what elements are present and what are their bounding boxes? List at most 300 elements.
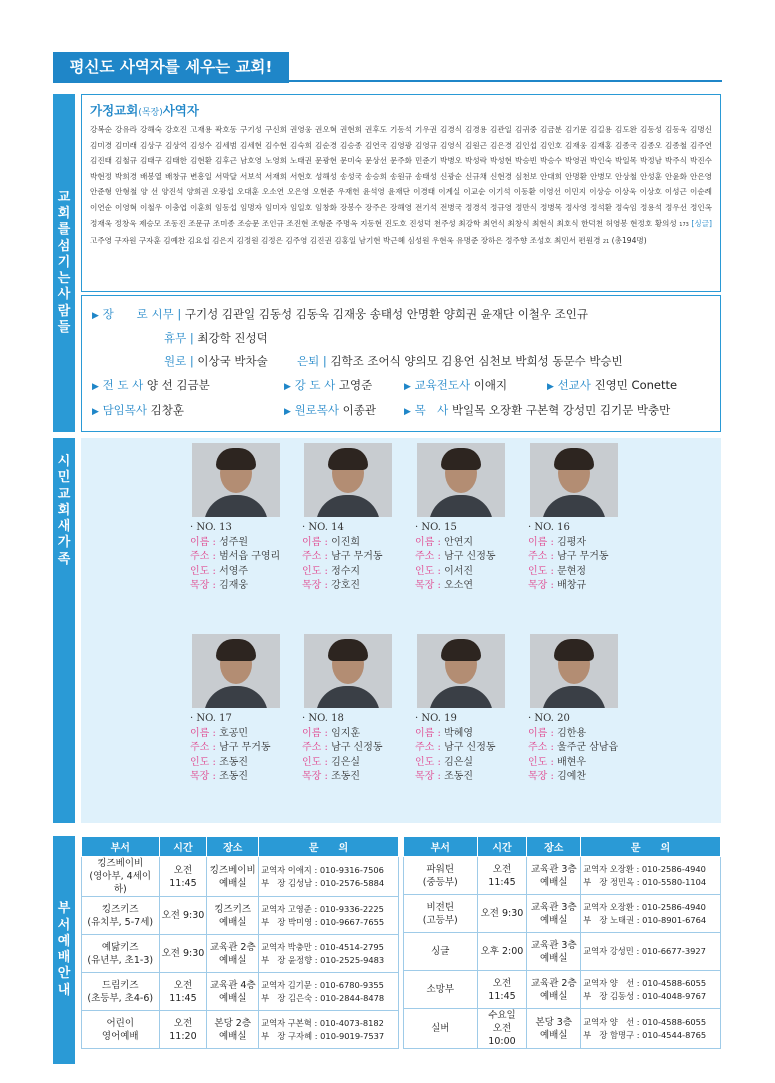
table-row bbox=[82, 857, 399, 897]
member-guide: 조동진 bbox=[219, 756, 249, 768]
place-cell bbox=[207, 935, 259, 973]
member-name: 임지훈 bbox=[331, 727, 361, 739]
elders-active-names: 구기성 김관일 김동성 김동욱 김재웅 송태성 안명환 양희권 윤재단 이철우 조인규 bbox=[184, 307, 589, 321]
place-cell-line: 예배실 bbox=[218, 916, 247, 928]
guide-key: 인도 : bbox=[190, 565, 216, 577]
place-cell-line: 교육관 2층 bbox=[530, 977, 577, 989]
place-cell-line: 예배실 bbox=[218, 992, 247, 1004]
member-guide: 문현정 bbox=[557, 565, 587, 577]
place-cell-line: 예배실 bbox=[539, 1029, 568, 1041]
time-cell-line: 오전 11:45 bbox=[169, 864, 197, 889]
place-cell bbox=[527, 971, 581, 1009]
member-address: 남구 무거동 bbox=[331, 551, 383, 563]
elders-active-row: ▶ 장 로 시무 | 구기성 김관일 김동성 김동욱 김재웅 송태성 안명환 양희권 윤재단 이철우 조인규 bbox=[92, 307, 589, 321]
member-name-row bbox=[528, 536, 638, 551]
member-info bbox=[190, 712, 300, 785]
elders-retired-label: 은퇴 | bbox=[297, 354, 327, 368]
leader-key: 목장 : bbox=[415, 771, 441, 783]
elders-label: 장 로 bbox=[102, 307, 148, 321]
contact-cell bbox=[581, 1009, 721, 1049]
member-leader-row bbox=[302, 770, 412, 785]
servants-title-sub: (목장) bbox=[138, 108, 163, 118]
department-cell-line: 비전틴 bbox=[426, 901, 455, 913]
member-guide: 이서진 bbox=[444, 565, 474, 577]
contact-cell bbox=[581, 971, 721, 1009]
place-cell-line: 교육관 4층 bbox=[209, 979, 256, 991]
pastors-row: ▶ 목 사 박일목 오장환 구본혁 강성민 김기문 박충만 bbox=[404, 403, 671, 417]
leader-key: 목장 : bbox=[190, 771, 216, 783]
contact-line: 부 장 정민옥 : 010-5580-1104 bbox=[583, 876, 707, 887]
time-cell bbox=[477, 857, 527, 895]
missionary-names: 진영민 Conette bbox=[594, 378, 678, 392]
time-cell-line: 오전 10:00 bbox=[488, 1023, 516, 1047]
member-name-row bbox=[528, 727, 638, 742]
department-cell-line: (영아부, 4세이하) bbox=[89, 871, 152, 895]
place-cell-line: 예배실 bbox=[218, 1030, 247, 1042]
section-tab-new-family bbox=[53, 438, 75, 823]
place-cell-line: 예배실 bbox=[218, 954, 247, 966]
department-cell bbox=[404, 857, 478, 895]
member-leader-row bbox=[190, 579, 300, 594]
contact-line: 부 장 박미영 : 010-9667-7655 bbox=[261, 916, 385, 927]
member-leader: 조동진 bbox=[444, 771, 474, 783]
tab-character: 서 bbox=[57, 917, 71, 933]
servant-total: (총194명) bbox=[611, 236, 647, 246]
elders-active-label: 시무 | bbox=[151, 307, 182, 321]
member-guide: 서영주 bbox=[219, 565, 249, 577]
department-cell-line: (초등부, 초4-6) bbox=[87, 992, 154, 1004]
department-cell bbox=[404, 971, 478, 1009]
tab-character: 내 bbox=[57, 982, 71, 998]
column-header: 문 의 bbox=[259, 837, 399, 857]
single-label: [싱글] bbox=[691, 218, 713, 228]
evangelist-row: ▶ 전 도 사 양 선 김금분 bbox=[92, 378, 210, 392]
house-church-servants-box bbox=[81, 94, 721, 292]
member-address-row bbox=[302, 741, 412, 756]
new-family-card bbox=[190, 634, 300, 785]
member-address-row bbox=[190, 550, 300, 565]
table-row bbox=[404, 1009, 721, 1049]
member-leader: 김예찬 bbox=[557, 771, 587, 783]
department-cell bbox=[82, 857, 160, 897]
member-leader: 조동진 bbox=[219, 771, 249, 783]
place-cell-line: 예배실 bbox=[539, 990, 568, 1002]
servants-title bbox=[90, 101, 712, 119]
tab-character: 는 bbox=[57, 271, 71, 287]
name-key: 이름 : bbox=[415, 536, 441, 548]
new-family-card bbox=[302, 634, 412, 785]
member-address-row bbox=[415, 741, 525, 756]
name-key: 이름 : bbox=[302, 727, 328, 739]
member-leader: 김재웅 bbox=[219, 580, 249, 592]
place-cell-line: 교육관 3층 bbox=[530, 863, 577, 875]
pastors-label: 목 사 bbox=[414, 403, 449, 417]
name-key: 이름 : bbox=[528, 536, 554, 548]
worship-table-header bbox=[82, 837, 399, 857]
member-info bbox=[415, 521, 525, 594]
member-leader-row bbox=[302, 579, 412, 594]
servant-names-list: 강복순 강유라 강해숙 강호진 고재용 곽호동 구기성 구신희 권영웅 권오혁 권현희 권후도 기동석 기우권 김경식 김경용 김관일 김귀중 김금분 김기문 김길용 김도완 김동성 김동욱 김명신 김미경 김미래 김상구 김상억 김성수 김세범 김세현 김수현 김숙희 김순경 김승종 김연국 김영광 김영규 김영식 김원근 김은경 김인섭 김인호 김재웅 김재홍 김종국 김종오 김종철 김주연 김진태 김철규 김태구 김태한 김현환 김후근 남호영 노영희 노태권 문광현 문미숙 문상선 문주화 민준기 박병오 박성락 박성현 박승빈 박승수 박영권 박인숙 박일목 박정남 박주식 박진수 박현정 박희경 배봉열 배창규 변흥일 서막달 서보석 서재희 서현호 성해성 송성국 송승희 송원규 송태성 신광순 신규채 신현경 심천보 안대희 안명환 안병모 안상철 안성훈 안윤화 안은영 안준형 안형철 양 선 양진석 양희권 오광섭 오대훈 오소연 오은영 오현준 우재헌 윤석영 윤재단 이경태 이계실 이교순 이기석 이동환 이영선 이민지 이상승 이상욱 이상호 이성근 이순례 이연순 이영혁 이철우 이충엽 이훈희 임동섭 임명자 임미자 임일호 임창화 장봉수 장주은 장해영 전기석 전병국 정경석 정규영 정만식 정병목 정사영 정석환 정숙임 정용석 정우선 정인옥 정재욱 정창욱 제승모 조동진 조문규 조미종 조승문 조인규 조진현 조형준 주명옥 지동현 진도호 진성덕 천주성 최강학 최연식 최창식 최현식 최호식 한덕천 허영봉 현정호 황의성 bbox=[90, 125, 712, 228]
member-address: 범서읍 구영리 bbox=[219, 551, 281, 563]
time-cell-line: 오전 9:30 bbox=[480, 908, 524, 919]
time-cell bbox=[477, 1009, 527, 1049]
member-name: 김한용 bbox=[557, 727, 587, 739]
member-leader-row bbox=[415, 579, 525, 594]
address-key: 주소 : bbox=[190, 742, 216, 754]
department-cell-line: 킹즈베이비 bbox=[97, 858, 144, 869]
member-photo bbox=[417, 443, 505, 517]
member-photo bbox=[530, 443, 618, 517]
servant-names bbox=[90, 122, 712, 251]
banner-divider bbox=[289, 80, 722, 82]
tab-character: 교 bbox=[57, 486, 71, 502]
time-cell bbox=[159, 973, 207, 1011]
guide-key: 인도 : bbox=[528, 565, 554, 577]
contact-cell bbox=[581, 895, 721, 933]
member-address: 남구 신정동 bbox=[444, 742, 496, 754]
lecturer-names: 고영준 bbox=[338, 378, 373, 392]
member-leader-row bbox=[190, 770, 300, 785]
address-key: 주소 : bbox=[528, 551, 554, 563]
tab-character: 새 bbox=[57, 519, 71, 534]
department-cell bbox=[82, 1011, 160, 1049]
emeritus-pastor-name: 이종관 bbox=[342, 403, 376, 417]
department-cell-line: 싱글 bbox=[431, 946, 450, 957]
tab-character: 회 bbox=[57, 502, 71, 518]
place-cell-line: 본당 2층 bbox=[214, 1017, 252, 1029]
tab-character: 족 bbox=[57, 551, 71, 567]
member-address: 울주군 삼남읍 bbox=[557, 742, 619, 754]
place-cell bbox=[527, 1009, 581, 1049]
contact-line: 부 장 김동성 : 010-4048-9767 bbox=[583, 990, 707, 1001]
leader-key: 목장 : bbox=[528, 771, 554, 783]
member-leader-row bbox=[415, 770, 525, 785]
time-cell bbox=[477, 933, 527, 971]
member-guide-row bbox=[302, 756, 412, 771]
worship-table-right bbox=[403, 836, 721, 1049]
member-number: · NO. 18 bbox=[302, 713, 344, 724]
leader-key: 목장 : bbox=[528, 580, 554, 592]
member-leader-row bbox=[528, 770, 638, 785]
member-address: 남구 신정동 bbox=[331, 742, 383, 754]
member-photo bbox=[192, 443, 280, 517]
member-number: · NO. 16 bbox=[528, 522, 570, 533]
page-banner: 평신도 사역자를 세우는 교회! bbox=[53, 52, 289, 83]
emeritus-pastor-row: ▶ 원로목사 이종관 bbox=[284, 403, 376, 417]
member-info bbox=[415, 712, 525, 785]
contact-line: 부 장 노태권 : 010-8901-6764 bbox=[583, 914, 707, 925]
member-leader: 조동진 bbox=[331, 771, 361, 783]
place-cell bbox=[207, 973, 259, 1011]
time-cell bbox=[159, 897, 207, 935]
senior-pastor-row: ▶ 담임목사 김창훈 bbox=[92, 403, 184, 417]
table-row bbox=[404, 857, 721, 895]
member-name: 김평자 bbox=[557, 536, 587, 548]
new-family-card bbox=[190, 443, 300, 594]
contact-cell bbox=[259, 857, 399, 897]
member-guide-row bbox=[302, 565, 412, 580]
member-guide: 김은실 bbox=[444, 756, 474, 768]
place-cell bbox=[207, 857, 259, 897]
worship-table-left bbox=[81, 836, 399, 1049]
name-key: 이름 : bbox=[302, 536, 328, 548]
contact-line: 교역자 오장환 : 010-2586-4940 bbox=[583, 863, 706, 874]
tab-character: 가 bbox=[57, 535, 71, 551]
single-names-list: 고주영 구자원 구자훈 김예찬 김요섭 김은지 김정원 김정은 김주영 김진권 김홍일 남기현 박근혜 심성원 우현욱 유명준 장하은 정주향 조성호 최민서 편원경 bbox=[90, 236, 601, 246]
elders-leave-row bbox=[164, 330, 268, 346]
time-cell-line: 오전 9:30 bbox=[161, 910, 205, 921]
address-key: 주소 : bbox=[415, 551, 441, 563]
contact-cell bbox=[259, 973, 399, 1011]
contact-line: 부 장 구자혜 : 010-9019-7537 bbox=[261, 1030, 385, 1041]
lecturer-label: 강 도 사 bbox=[294, 378, 336, 392]
senior-pastor-name: 김창훈 bbox=[150, 403, 184, 417]
guide-key: 인도 : bbox=[415, 565, 441, 577]
tab-character: 안 bbox=[57, 966, 71, 982]
time-cell-line: 오전 11:45 bbox=[488, 863, 516, 888]
member-name-row bbox=[190, 536, 300, 551]
new-family-card bbox=[302, 443, 412, 594]
guide-key: 인도 : bbox=[302, 756, 328, 768]
elders-leave-names: 최강학 진성덕 bbox=[197, 331, 268, 345]
edu-evangelist-names: 이애지 bbox=[473, 378, 508, 392]
member-name-row bbox=[302, 536, 412, 551]
tab-character: 람 bbox=[57, 303, 71, 319]
guide-key: 인도 : bbox=[415, 756, 441, 768]
name-key: 이름 : bbox=[190, 536, 216, 548]
place-cell-line: 교육관 3층 bbox=[530, 939, 577, 951]
leader-key: 목장 : bbox=[415, 580, 441, 592]
member-number: · NO. 15 bbox=[415, 522, 457, 533]
time-cell bbox=[477, 971, 527, 1009]
missionary-label: 선교사 bbox=[557, 378, 591, 392]
time-cell-line: 오후 2:00 bbox=[480, 946, 524, 957]
contact-line: 부 장 윤정향 : 010-2525-9483 bbox=[261, 954, 385, 965]
member-address-row bbox=[415, 550, 525, 565]
emeritus-pastor-label: 원로목사 bbox=[294, 403, 340, 417]
member-address-row bbox=[528, 741, 638, 756]
member-name-row bbox=[190, 727, 300, 742]
department-cell bbox=[404, 895, 478, 933]
servant-count-note: 173 bbox=[679, 221, 689, 228]
worship-table-header bbox=[404, 837, 721, 857]
address-key: 주소 : bbox=[302, 551, 328, 563]
time-cell bbox=[159, 935, 207, 973]
department-cell-line: (고등부) bbox=[422, 914, 458, 926]
member-name: 성주원 bbox=[219, 536, 249, 548]
member-name-row bbox=[415, 727, 525, 742]
new-family-card bbox=[415, 634, 525, 785]
department-cell-line: 소망부 bbox=[426, 984, 455, 995]
place-cell bbox=[527, 895, 581, 933]
tab-character: 기 bbox=[57, 254, 71, 270]
member-name: 호공민 bbox=[219, 727, 249, 739]
department-cell bbox=[82, 935, 160, 973]
guide-key: 인도 : bbox=[190, 756, 216, 768]
time-cell-line: 오전 11:45 bbox=[488, 977, 516, 1002]
contact-line: 교역자 이애지 : 010-9316-7506 bbox=[261, 864, 384, 875]
place-cell-line: 예배실 bbox=[539, 952, 568, 964]
address-key: 주소 : bbox=[528, 742, 554, 754]
table-row bbox=[82, 1011, 399, 1049]
time-cell-line: 오전 9:30 bbox=[161, 948, 205, 959]
pastors-names: 박일목 오장환 구본혁 강성민 김기문 박충만 bbox=[451, 403, 671, 417]
member-address: 남구 신정동 bbox=[444, 551, 496, 563]
contact-line: 교역자 양 선 : 010-4588-6055 bbox=[583, 977, 707, 988]
department-cell-line: 영어예배 bbox=[101, 1030, 139, 1042]
tab-character: 민 bbox=[57, 470, 71, 486]
address-key: 주소 : bbox=[302, 742, 328, 754]
table-row bbox=[82, 935, 399, 973]
member-info bbox=[528, 521, 638, 594]
department-cell-line: 파워틴 bbox=[426, 863, 455, 875]
table-row bbox=[82, 973, 399, 1011]
member-info bbox=[302, 521, 412, 594]
name-key: 이름 : bbox=[528, 727, 554, 739]
member-leader: 강호진 bbox=[331, 580, 361, 592]
place-cell-line: 본당 3층 bbox=[535, 1016, 573, 1028]
department-cell bbox=[404, 933, 478, 971]
contact-line: 교역자 김기문 : 010-6780-9355 bbox=[261, 979, 384, 990]
section-tab-servants bbox=[53, 94, 75, 432]
address-key: 주소 : bbox=[415, 742, 441, 754]
name-key: 이름 : bbox=[415, 727, 441, 739]
tab-character: 섬 bbox=[57, 238, 71, 254]
time-cell bbox=[477, 895, 527, 933]
place-cell-line: 킹즈키즈 bbox=[214, 903, 252, 915]
department-cell-line: 예닮키즈 bbox=[101, 941, 139, 953]
tab-character: 부 bbox=[57, 901, 71, 917]
member-info bbox=[190, 521, 300, 594]
member-address-row bbox=[528, 550, 638, 565]
contact-line: 부 장 김성남 : 010-2576-5884 bbox=[261, 877, 385, 888]
column-header: 장소 bbox=[527, 837, 581, 857]
member-photo bbox=[304, 443, 392, 517]
time-cell bbox=[159, 1011, 207, 1049]
table-row bbox=[82, 897, 399, 935]
column-header: 장소 bbox=[207, 837, 259, 857]
department-cell bbox=[82, 897, 160, 935]
servants-title-main: 가정교회 bbox=[90, 103, 139, 118]
department-cell-line: (유치부, 5-7세) bbox=[87, 916, 154, 928]
time-cell-line: 오전 11:20 bbox=[169, 1017, 197, 1042]
staff-box bbox=[81, 295, 721, 432]
tab-character: 를 bbox=[57, 222, 71, 238]
elders-leave-label: 휴무 | bbox=[164, 331, 194, 345]
table-row bbox=[404, 933, 721, 971]
tab-character: 예 bbox=[57, 933, 71, 949]
department-cell-line: 킹즈키즈 bbox=[101, 903, 139, 915]
tab-character: 시 bbox=[57, 454, 71, 469]
column-header: 부서 bbox=[404, 837, 478, 857]
column-header: 문 의 bbox=[581, 837, 721, 857]
tab-character: 회 bbox=[57, 206, 71, 222]
guide-key: 인도 : bbox=[528, 756, 554, 768]
place-cell-line: 예배실 bbox=[218, 877, 247, 889]
member-leader-row bbox=[528, 579, 638, 594]
new-family-card bbox=[528, 634, 638, 785]
member-guide-row bbox=[415, 565, 525, 580]
contact-cell bbox=[259, 897, 399, 935]
time-cell-line: 수요일 bbox=[488, 1010, 516, 1021]
tab-character: 교 bbox=[57, 189, 71, 205]
member-address-row bbox=[302, 550, 412, 565]
place-cell bbox=[527, 857, 581, 895]
leader-key: 목장 : bbox=[302, 580, 328, 592]
tab-character: 배 bbox=[57, 950, 71, 965]
name-key: 이름 : bbox=[190, 727, 216, 739]
guide-key: 인도 : bbox=[302, 565, 328, 577]
member-address: 남구 무거동 bbox=[219, 742, 271, 754]
member-guide-row bbox=[190, 565, 300, 580]
edu-evangelist-label: 교육전도사 bbox=[414, 378, 471, 392]
member-number: · NO. 19 bbox=[415, 713, 457, 724]
member-leader: 오소연 bbox=[444, 580, 474, 592]
elders-emeritus-label: 원로 | bbox=[164, 354, 194, 368]
member-number: · NO. 17 bbox=[190, 713, 232, 724]
tab-character: 사 bbox=[57, 287, 71, 303]
member-leader: 배창규 bbox=[557, 580, 587, 592]
place-cell-line: 교육관 2층 bbox=[209, 941, 256, 953]
member-name: 안연지 bbox=[444, 536, 474, 548]
contact-line: 부 장 함명구 : 010-4544-8765 bbox=[583, 1029, 707, 1040]
place-cell bbox=[527, 933, 581, 971]
member-photo bbox=[192, 634, 280, 708]
table-row bbox=[404, 971, 721, 1009]
member-guide: 김은실 bbox=[331, 756, 361, 768]
member-photo bbox=[530, 634, 618, 708]
evangelist-label: 전 도 사 bbox=[102, 378, 144, 392]
member-name-row bbox=[415, 536, 525, 551]
new-family-card bbox=[415, 443, 525, 594]
member-address-row bbox=[190, 741, 300, 756]
contact-line: 부 장 김은숙 : 010-2844-8478 bbox=[261, 992, 385, 1003]
place-cell-line: 교육관 3층 bbox=[530, 901, 577, 913]
column-header: 시간 bbox=[159, 837, 207, 857]
single-count-note: 21 bbox=[602, 239, 610, 246]
place-cell-line: 예배실 bbox=[539, 876, 568, 888]
contact-cell bbox=[581, 857, 721, 895]
member-guide-row bbox=[190, 756, 300, 771]
contact-line: 교역자 강성민 : 010-6677-3927 bbox=[583, 946, 706, 956]
contact-line: 교역자 오장환 : 010-2586-4940 bbox=[583, 901, 706, 912]
member-address: 남구 무거동 bbox=[557, 551, 609, 563]
address-key: 주소 : bbox=[190, 551, 216, 563]
member-info bbox=[528, 712, 638, 785]
elders-retired-names: 김학조 조어식 양의모 김용언 심천보 박희성 동문수 박승빈 bbox=[330, 354, 623, 368]
column-header: 부서 bbox=[82, 837, 160, 857]
member-photo bbox=[417, 634, 505, 708]
place-cell-line: 예배실 bbox=[539, 914, 568, 926]
new-family-card bbox=[528, 443, 638, 594]
department-cell bbox=[82, 973, 160, 1011]
member-guide: 정수지 bbox=[331, 565, 361, 577]
contact-cell bbox=[259, 935, 399, 973]
contact-cell bbox=[259, 1011, 399, 1049]
leader-key: 목장 : bbox=[302, 771, 328, 783]
place-cell-line: 킹즈베이비 bbox=[209, 864, 256, 876]
contact-line: 교역자 양 선 : 010-4588-6055 bbox=[583, 1016, 707, 1027]
department-cell-line: (유년부, 초1-3) bbox=[87, 954, 154, 966]
member-name: 박혜영 bbox=[444, 727, 474, 739]
contact-cell bbox=[581, 933, 721, 971]
place-cell bbox=[207, 1011, 259, 1049]
contact-line: 교역자 구본혁 : 010-4073-8182 bbox=[261, 1017, 384, 1028]
member-guide-row bbox=[528, 756, 638, 771]
column-header: 시간 bbox=[477, 837, 527, 857]
table-row bbox=[404, 895, 721, 933]
edu-evangelist-row: ▶ 교육전도사 이애지 bbox=[404, 378, 508, 392]
